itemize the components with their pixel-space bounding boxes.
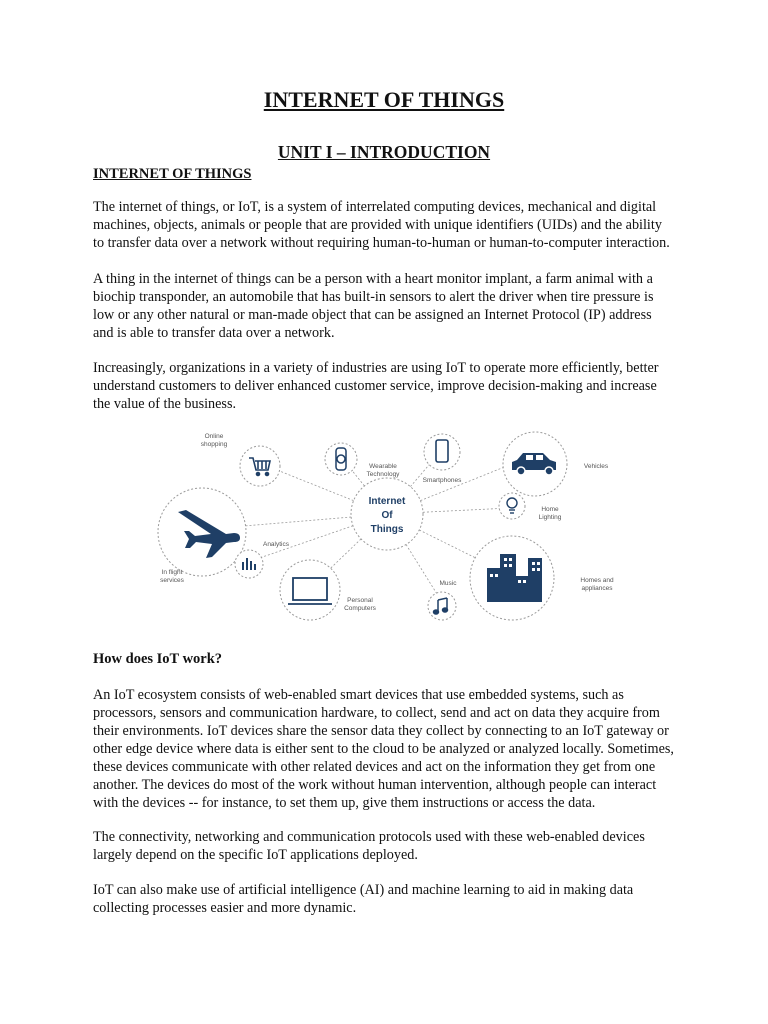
node-smartphones — [423, 434, 462, 484]
text-line: another. The devices do most of the work without human intervention, although people can interact — [93, 777, 657, 793]
text-line: largely depend on the specific IoT applications deployed. — [93, 847, 418, 863]
hub-node — [351, 478, 423, 550]
paragraph-ai — [93, 881, 677, 917]
node-wearable — [325, 443, 400, 478]
section-heading: INTERNET OF THINGS — [93, 166, 252, 182]
text-line: their environments. IoT devices share the sensor data they collect by connecting to an IoT gateway or — [93, 723, 669, 739]
paragraph-organizations — [93, 359, 677, 413]
label-line: Homes and — [580, 577, 614, 584]
label-line: Home — [541, 506, 559, 513]
label-line: Music — [439, 580, 457, 587]
text-line: other edge device where data is either sent to the cloud to be analyzed or analyzed locally. Sometimes, — [93, 741, 674, 757]
paragraph-connectivity — [93, 828, 677, 864]
text-line: and is able to transfer data over a network. — [93, 325, 335, 341]
iot-diagram — [150, 428, 620, 628]
label-line: Online — [204, 433, 224, 440]
unit-heading: UNIT I – INTRODUCTION — [277, 142, 491, 162]
text-line: to transfer data over a network without requiring human-to-human or human-to-computer interaction. — [93, 235, 670, 251]
label-line: Smartphones — [422, 477, 462, 484]
text-line: understand customers to deliver enhanced customer service, improve decision-making and increase — [93, 378, 657, 394]
label-line: shopping — [200, 441, 228, 448]
label-line: Analytics — [262, 541, 290, 548]
label-line: Personal — [347, 597, 373, 604]
paragraph-ecosystem — [93, 686, 677, 812]
subheading-how-iot-works: How does IoT work? — [93, 651, 223, 667]
text-line: machines, objects, animals or people that are provided with unique identifiers (UIDs) and the ability — [93, 217, 662, 233]
text-line: these devices communicate with other related devices and act on the information they get from one — [93, 759, 656, 775]
text-line: processors, sensors and communication hardware, to collect, send and act on data they acquire from — [93, 705, 660, 721]
node-in-flight — [158, 488, 246, 584]
node-home-lighting — [499, 493, 562, 521]
text-line: low or any other natural or man-made object that can be assigned an Internet Protocol (IP) address — [93, 307, 652, 323]
hub-label-line: Internet — [368, 496, 406, 507]
hub-label-line: Things — [370, 524, 404, 535]
label-line: In flight — [161, 569, 183, 576]
node-vehicles — [503, 432, 609, 496]
text-line: the value of the business. — [93, 396, 237, 412]
node-online-shopping — [201, 433, 280, 486]
label-line: appliances — [581, 585, 613, 592]
hub-label-line: Of — [381, 510, 393, 521]
paragraph-iot-definition — [93, 198, 677, 252]
label-line: Computers — [344, 605, 376, 612]
text-line: biochip transponder, an automobile that has built-in sensors to alert the driver when tire pressure is — [93, 289, 654, 305]
text-line: Increasingly, organizations in a variety of industries are using IoT to operate more efficiently, better — [93, 360, 659, 376]
text-line: IoT can also make use of artificial intelligence (AI) and machine learning to aid in making data — [93, 882, 634, 898]
text-line: The connectivity, networking and communication protocols used with these web-enabled devices — [93, 829, 645, 845]
document-title: INTERNET OF THINGS — [263, 87, 505, 112]
text-line: An IoT ecosystem consists of web-enabled smart devices that use embedded systems, such as — [93, 687, 624, 703]
label-line: Vehicles — [583, 463, 609, 470]
label-line: Wearable — [369, 463, 397, 470]
text-line: A thing in the internet of things can be a person with a heart monitor implant, a farm animal with a — [93, 271, 653, 287]
text-line: collecting processes easier and more dynamic. — [93, 900, 357, 916]
label-line: services — [160, 577, 184, 584]
node-personal-computers — [280, 560, 377, 620]
text-line: The internet of things, or IoT, is a system of interrelated computing devices, mechanical and digital — [93, 199, 657, 215]
label-line: Lighting — [538, 514, 562, 521]
node-homes-appliances — [470, 536, 614, 620]
paragraph-thing-examples — [93, 270, 677, 342]
text-line: with the devices -- for instance, to set them up, give them instructions or access the data. — [93, 795, 596, 811]
label-line: Technology — [366, 471, 400, 478]
